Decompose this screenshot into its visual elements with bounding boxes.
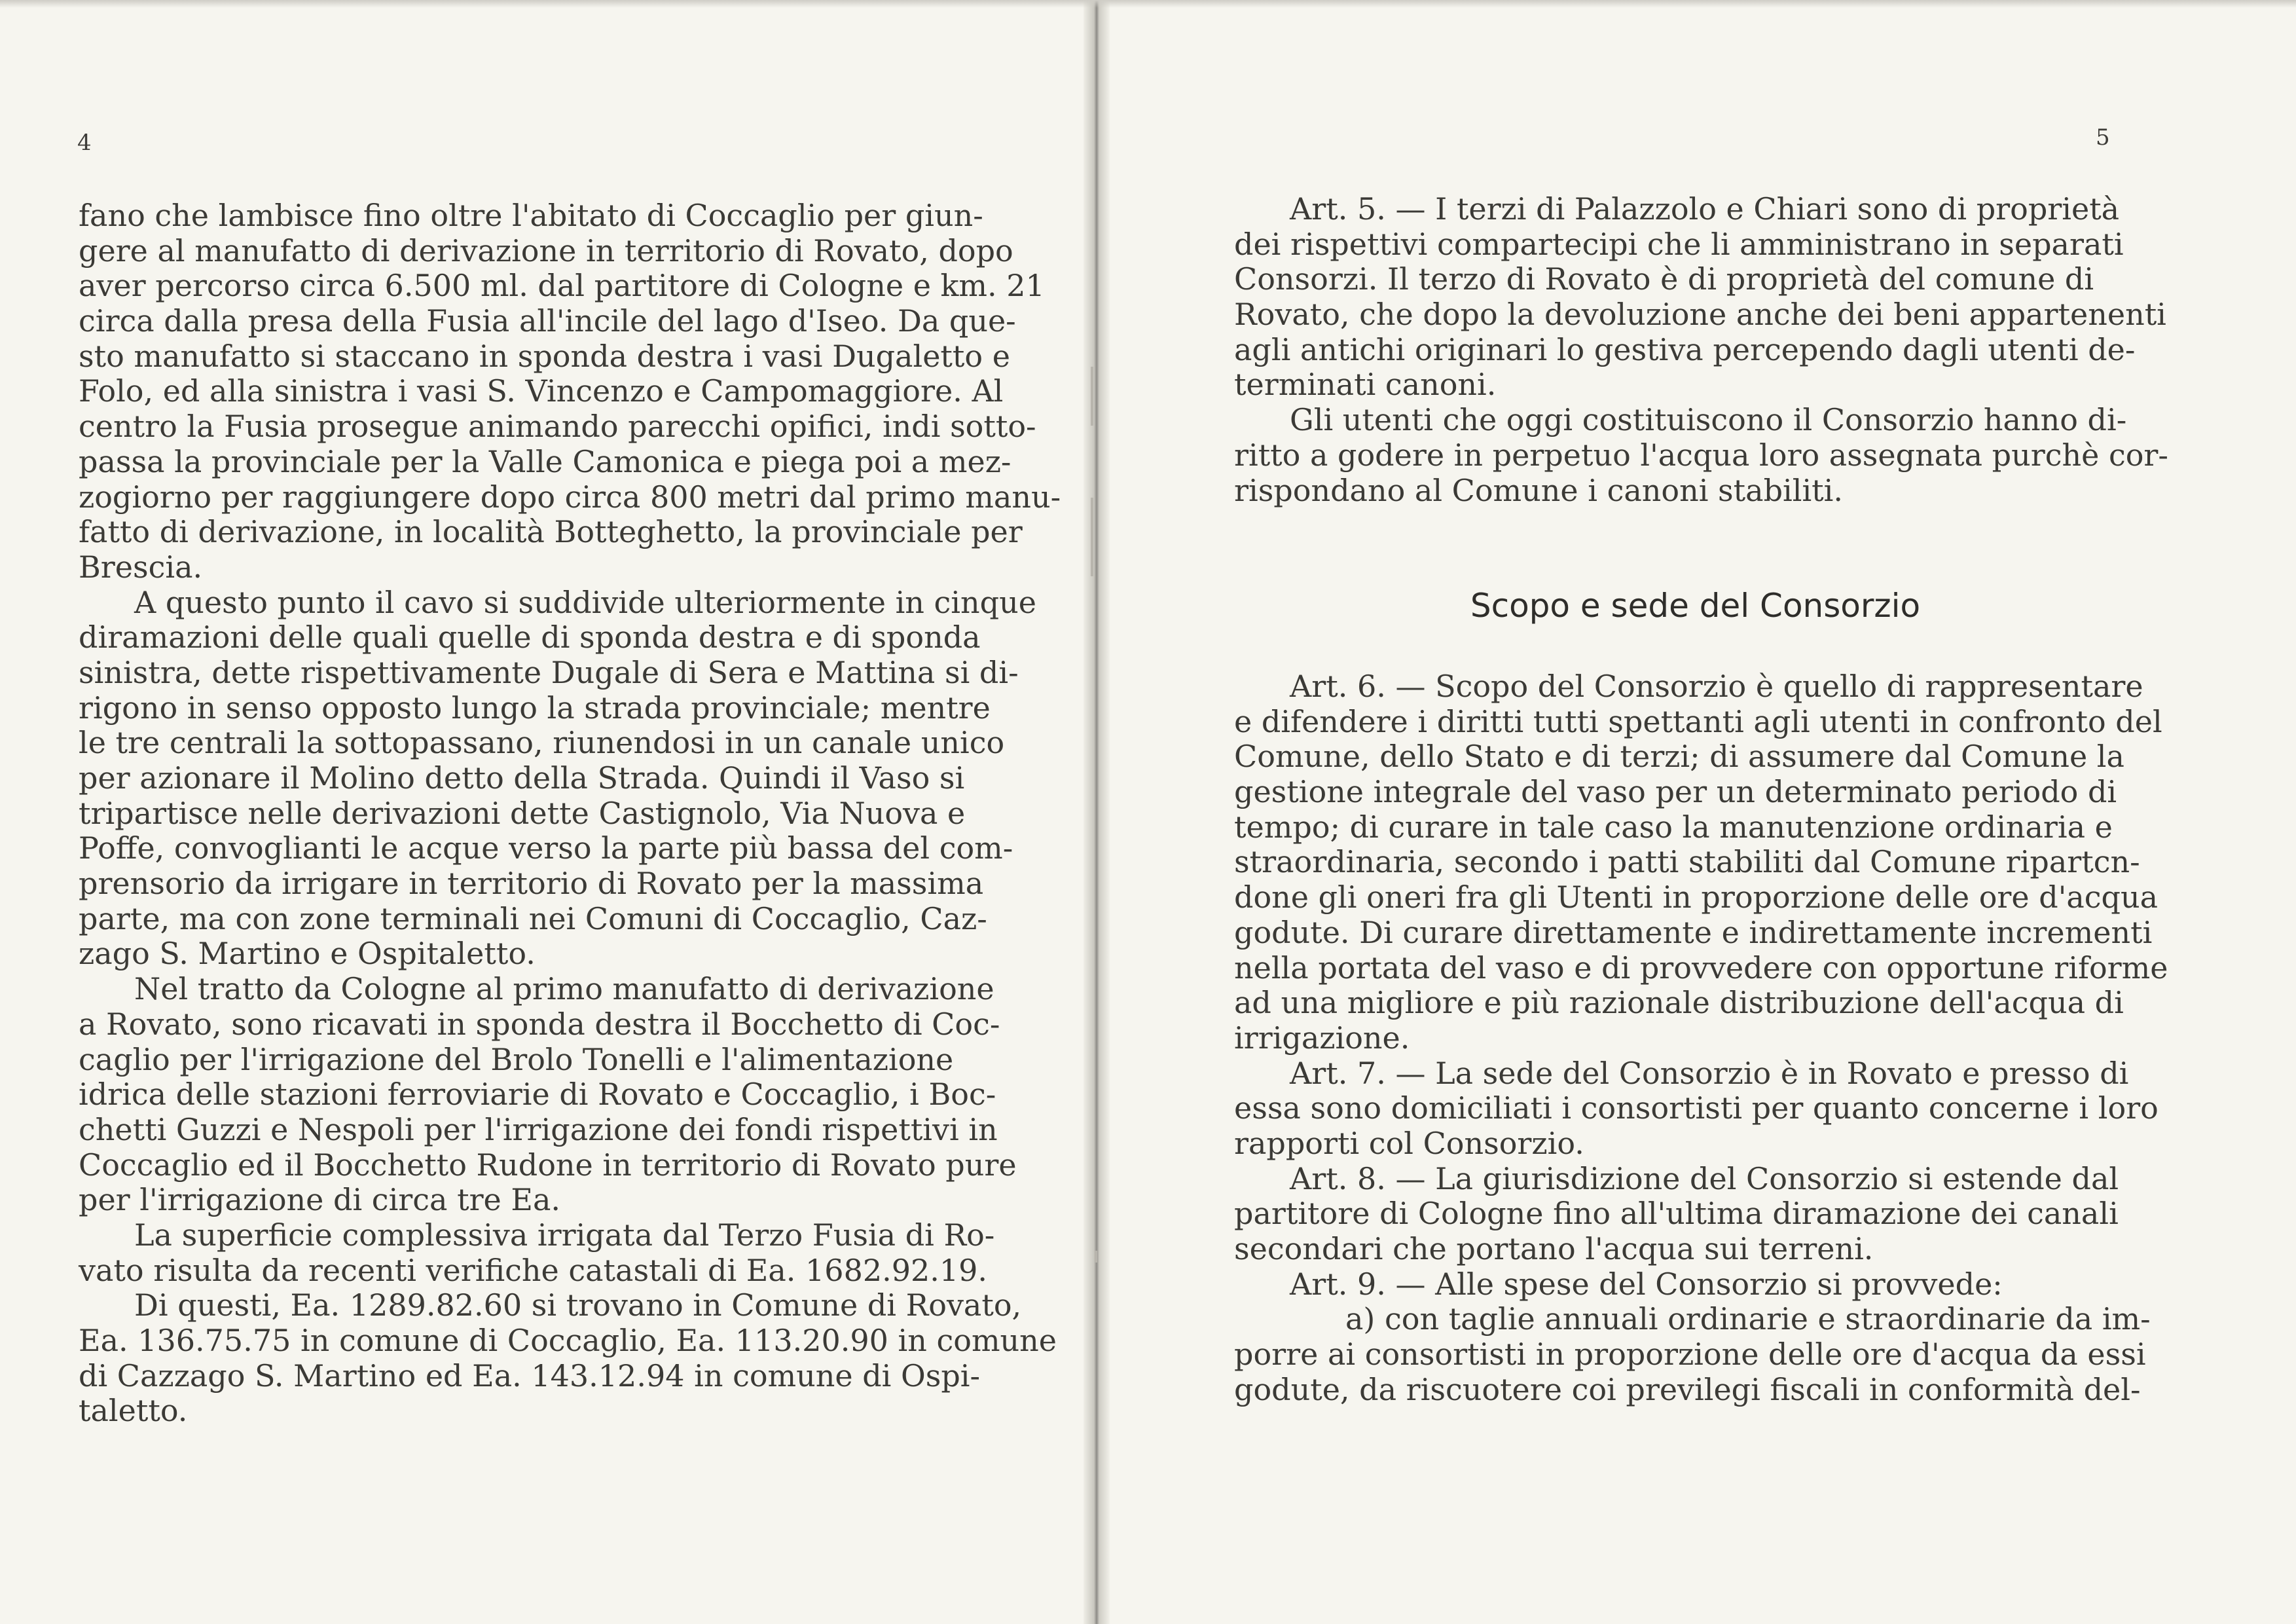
- text-line: Poffe, convoglianti le acque verso la parte più bassa del com-: [79, 830, 1013, 866]
- text-line: taletto.: [79, 1393, 188, 1429]
- text-line: sinistra, dette rispettivamente Dugale di Sera e Mattina si di-: [79, 654, 1019, 690]
- text-line: straordinaria, secondo i patti stabiliti dal Comune ripartcn-: [1234, 844, 2140, 880]
- text-line: circa dalla presa della Fusia all'incile del lago d'Iseo. Da que-: [79, 303, 1016, 339]
- text-line: Folo, ed alla sinistra i vasi S. Vincenzo e Campomaggiore. Al: [79, 373, 1004, 409]
- text-line: rispondano al Comune i canoni stabiliti.: [1234, 472, 1843, 508]
- text-line: aver percorso circa 6.500 ml. dal partitore di Cologne e km. 21: [79, 268, 1045, 304]
- scan-mark: [1091, 367, 1093, 426]
- text-line: zogiorno per raggiungere dopo circa 800 metri dal primo manu-: [79, 479, 1061, 515]
- text-line: caglio per l'irrigazione del Brolo Tonelli e l'alimentazione: [79, 1041, 954, 1077]
- text-line: passa la provinciale per la Valle Camonica e piega poi a mez-: [79, 443, 1011, 479]
- text-line: dei rispettivi compartecipi che li amministrano in separati: [1234, 226, 2124, 262]
- left-page-number: 4: [77, 130, 92, 156]
- text-line: Di questi, Ea. 1289.82.60 si trovano in Comune di Rovato,: [134, 1287, 1022, 1323]
- text-line: Gli utenti che oggi costituiscono il Consorzio hanno di-: [1290, 402, 2127, 438]
- page-top-edge: [0, 0, 2296, 8]
- text-line: zago S. Martino e Ospitaletto.: [79, 936, 536, 972]
- text-line: secondari che portano l'acqua sui terreni.: [1234, 1231, 1874, 1266]
- book-gutter: [1084, 0, 1110, 1624]
- text-line: Art. 5. — I terzi di Palazzolo e Chiari sono di proprietà: [1290, 191, 2120, 227]
- text-line: gere al manufatto di derivazione in territorio di Rovato, dopo: [79, 232, 1013, 268]
- right-page-number: 5: [2096, 124, 2110, 151]
- text-line: fatto di derivazione, in località Botteghetto, la provinciale per: [79, 514, 1023, 550]
- text-line: gestione integrale del vaso per un determinato periodo di: [1234, 774, 2117, 810]
- text-line: idrica delle stazioni ferroviarie di Rovato e Coccaglio, i Boc-: [79, 1077, 996, 1113]
- text-line: godute. Di curare direttamente e indirettamente incrementi: [1234, 914, 2153, 950]
- text-line: sto manufatto si staccano in sponda destra i vasi Dugaletto e: [79, 338, 1010, 374]
- text-line: a) con taglie annuali ordinarie e straordinarie da im-: [1345, 1301, 2151, 1337]
- right-page-body-bottom: [1234, 669, 2168, 1407]
- text-line: per l'irrigazione di circa tre Ea.: [79, 1182, 561, 1218]
- text-line: Nel tratto da Cologne al primo manufatto di derivazione: [134, 971, 994, 1007]
- text-line: ritto a godere in perpetuo l'acqua loro assegnata purchè cor-: [1234, 437, 2168, 473]
- text-line: Rovato, che dopo la devoluzione anche dei beni appartenenti: [1234, 297, 2166, 333]
- text-line: a Rovato, sono ricavati in sponda destra il Bocchetto di Coc-: [79, 1006, 1000, 1042]
- text-line: le tre centrali la sottopassano, riunendosi in un canale unico: [79, 725, 1005, 761]
- text-line: Art. 7. — La sede del Consorzio è in Rovato e presso di: [1290, 1055, 2129, 1091]
- text-line: Coccaglio ed il Bocchetto Rudone in territorio di Rovato pure: [79, 1147, 1017, 1183]
- text-line: porre ai consortisti in proporzione delle ore d'acqua da essi: [1234, 1337, 2146, 1373]
- text-line: per azionare il Molino detto della Strada. Quindi il Vaso si: [79, 760, 965, 796]
- text-line: essa sono domiciliati i consortisti per quanto concerne i loro: [1234, 1090, 2159, 1126]
- text-line: nella portata del vaso e di provvedere con opportune riforme: [1234, 950, 2168, 986]
- text-line: irrigazione.: [1234, 1020, 1410, 1056]
- text-line: prensorio da irrigare in territorio di Rovato per la massima: [79, 866, 984, 902]
- text-line: Ea. 136.75.75 in comune di Coccaglio, Ea. 113.20.90 in comune: [79, 1323, 1057, 1358]
- text-line: godute, da riscuotere coi previlegi fiscali in conformità del-: [1234, 1371, 2141, 1407]
- left-page-body: [79, 198, 1061, 1429]
- scan-mark: [1091, 498, 1093, 576]
- text-line: done gli oneri fra gli Utenti in proporzione delle ore d'acqua: [1234, 879, 2159, 915]
- right-page-body-top: [1234, 191, 2168, 508]
- text-line: vato risulta da recenti verifiche catastali di Ea. 1682.92.19.: [79, 1252, 988, 1288]
- section-heading: Scopo e sede del Consorzio: [1470, 587, 1921, 625]
- text-line: ad una migliore e più razionale distribuzione dell'acqua di: [1234, 985, 2124, 1021]
- text-line: terminati canoni.: [1234, 367, 1497, 403]
- scan-mark: [1095, 1251, 1097, 1263]
- text-line: fano che lambisce fino oltre l'abitato di Coccaglio per giun-: [79, 198, 983, 233]
- text-line: A questo punto il cavo si suddivide ulteriormente in cinque: [134, 584, 1036, 620]
- text-line: diramazioni delle quali quelle di sponda destra e di sponda: [79, 619, 981, 655]
- text-line: parte, ma con zone terminali nei Comuni di Coccaglio, Caz-: [79, 900, 987, 936]
- text-line: Comune, dello Stato e di terzi; di assumere dal Comune la: [1234, 739, 2124, 775]
- text-line: Consorzi. Il terzo di Rovato è di proprietà del comune di: [1234, 261, 2094, 297]
- text-line: chetti Guzzi e Nespoli per l'irrigazione dei fondi rispettivi in: [79, 1111, 998, 1147]
- text-line: rapporti col Consorzio.: [1234, 1125, 1584, 1161]
- text-line: Art. 8. — La giurisdizione del Consorzio si estende dal: [1290, 1160, 2119, 1196]
- text-line: La superficie complessiva irrigata dal Terzo Fusia di Ro-: [134, 1217, 995, 1253]
- text-line: e difendere i diritti tutti spettanti agli utenti in confronto del: [1234, 703, 2162, 739]
- text-line: rigono in senso opposto lungo la strada provinciale; mentre: [79, 690, 991, 726]
- text-line: Art. 6. — Scopo del Consorzio è quello di rappresentare: [1290, 669, 2143, 704]
- text-line: tripartisce nelle derivazioni dette Castignolo, Via Nuova e: [79, 795, 966, 831]
- text-line: centro la Fusia prosegue animando parecchi opifici, indi sotto-: [79, 409, 1036, 445]
- text-line: partitore di Cologne fino all'ultima diramazione dei canali: [1234, 1196, 2119, 1232]
- text-line: di Cazzago S. Martino ed Ea. 143.12.94 in comune di Ospi-: [79, 1357, 981, 1393]
- text-line: tempo; di curare in tale caso la manutenzione ordinaria e: [1234, 809, 2113, 845]
- text-line: Art. 9. — Alle spese del Consorzio si provvede:: [1290, 1266, 2003, 1302]
- text-line: Brescia.: [79, 549, 203, 585]
- text-line: agli antichi originari lo gestiva percependo dagli utenti de-: [1234, 331, 2136, 367]
